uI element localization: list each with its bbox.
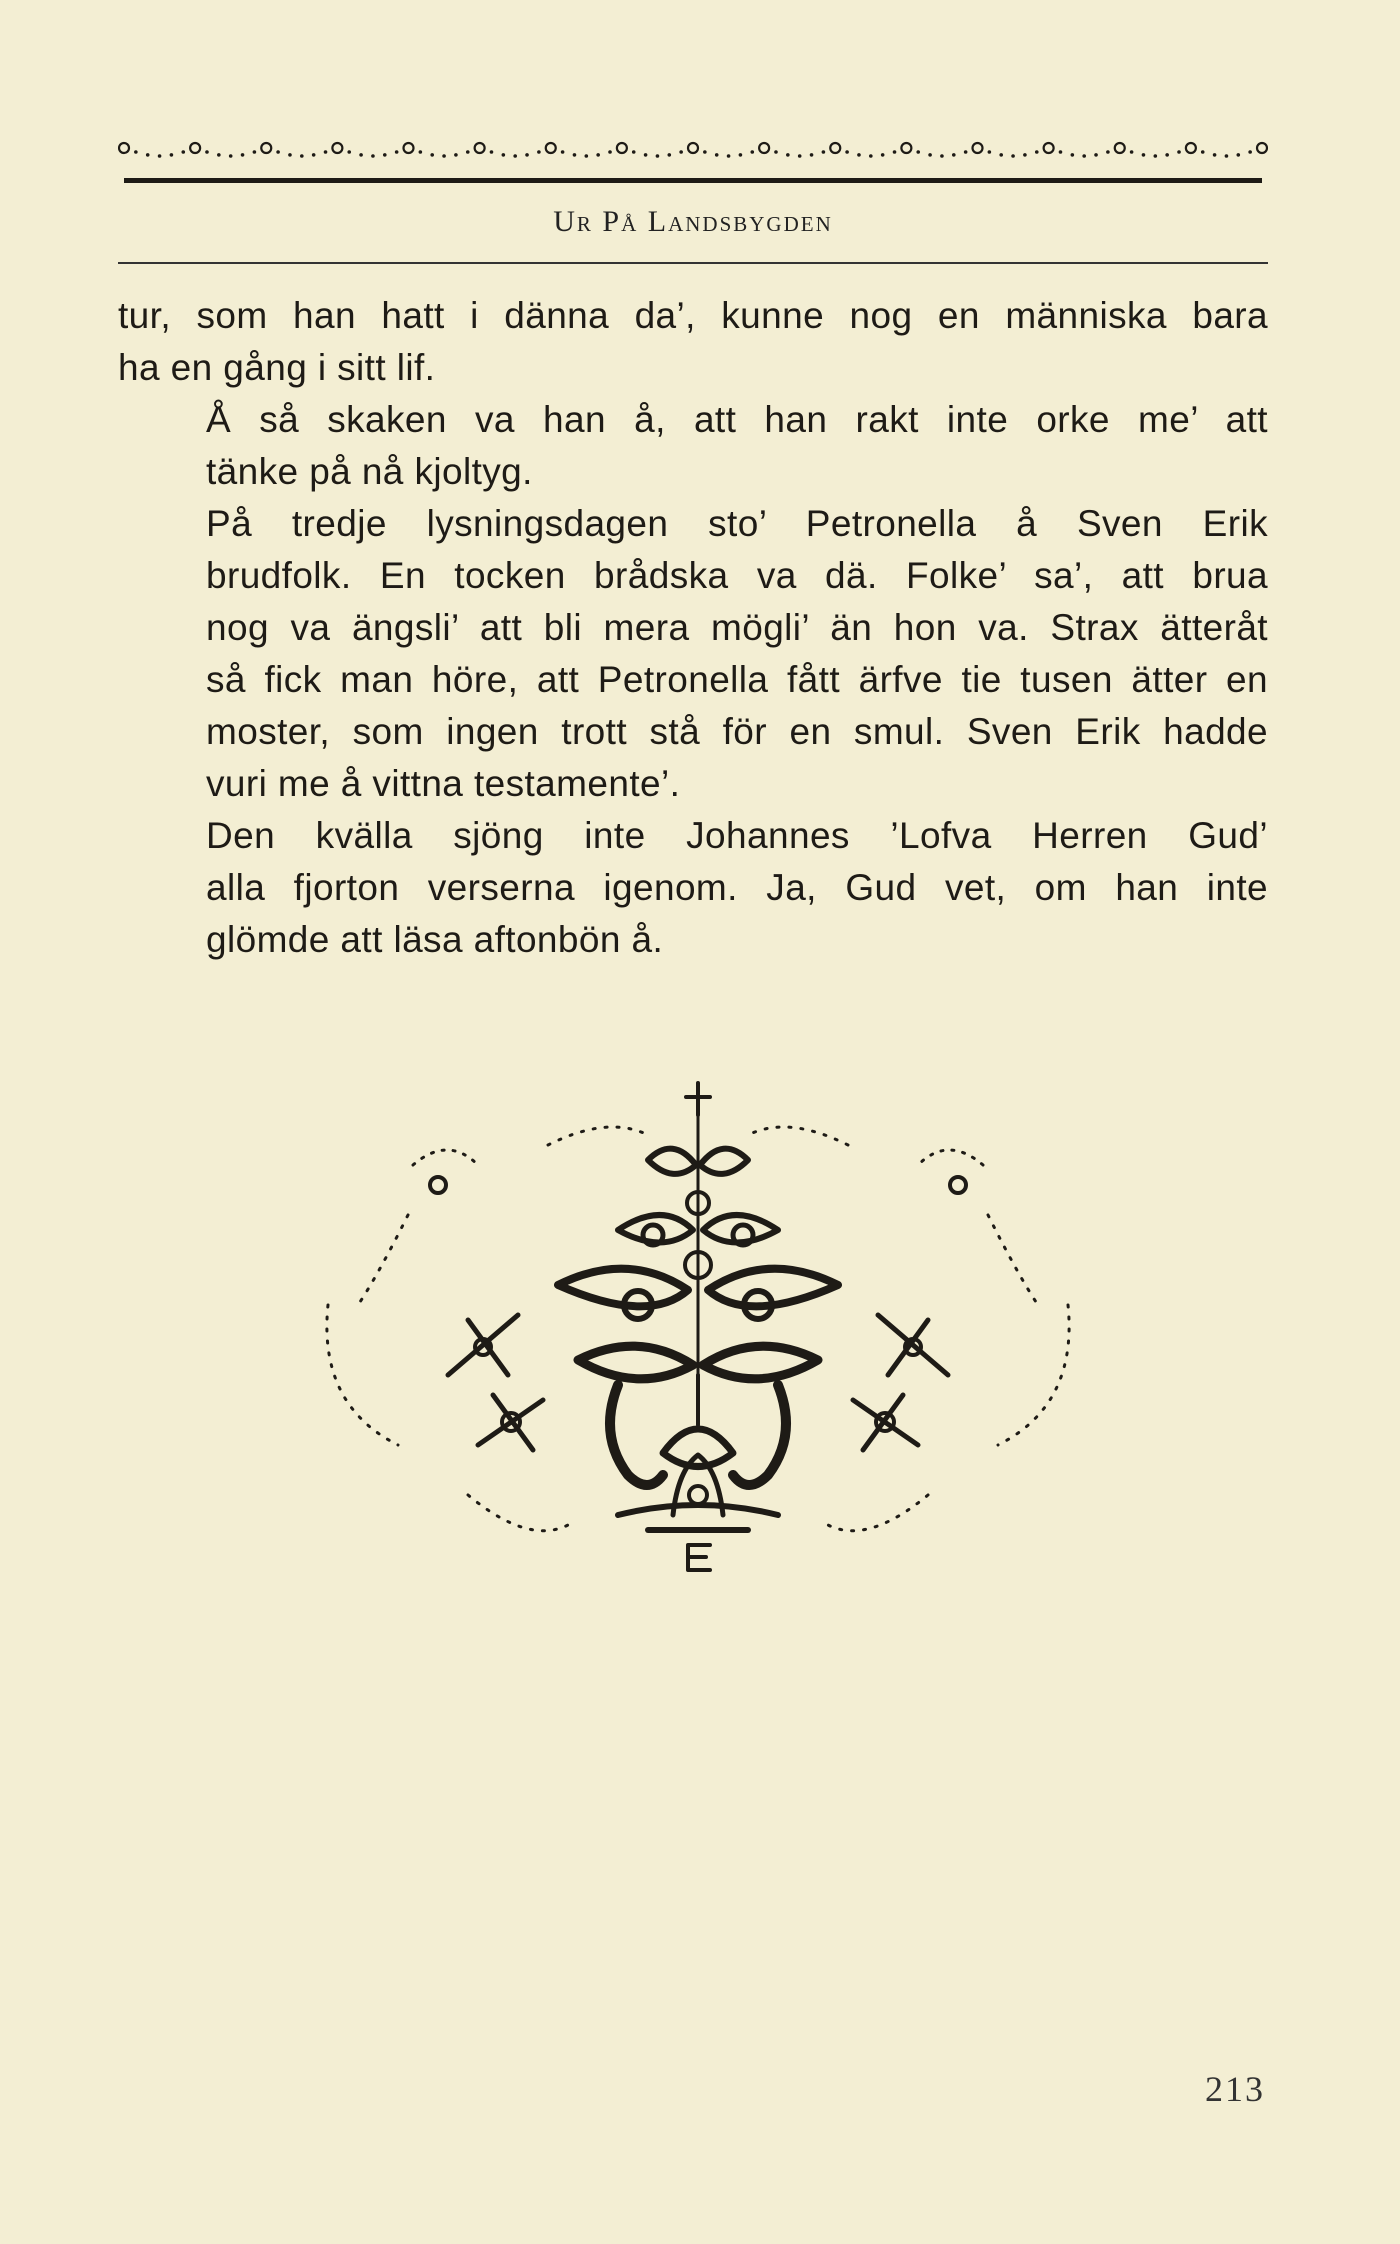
paragraph <box>118 394 1268 498</box>
border-dot-icon <box>952 153 956 157</box>
border-dot-icon <box>1094 153 1098 157</box>
border-dot-icon <box>786 153 790 157</box>
border-dot-icon <box>845 150 849 154</box>
border-dot-icon <box>1154 154 1158 158</box>
border-dot-icon <box>430 153 434 157</box>
text-line: moster, som ingen trott stå för en smul. Sven Erik hadde <box>206 711 1268 752</box>
border-dot-icon <box>1071 153 1075 157</box>
text-line: nog va ängsli’ att bli mera mögli’ än hon va. Strax ätteråt <box>206 607 1268 648</box>
border-dot-icon <box>822 150 826 154</box>
border-dot-icon <box>608 150 612 154</box>
border-ring-icon <box>190 143 200 153</box>
border-dot-icon <box>928 153 932 157</box>
border-dot-icon <box>893 150 897 154</box>
ornament-vignette <box>318 1075 1078 1575</box>
border-dot-icon <box>419 150 423 154</box>
page-number: 213 <box>1205 2069 1265 2109</box>
border-ring-icon <box>404 143 414 153</box>
border-dot-icon <box>1236 153 1240 157</box>
border-dot-icon <box>1011 154 1015 158</box>
border-dot-icon <box>181 150 185 154</box>
border-dot-icon <box>359 153 363 157</box>
border-dot-icon <box>1213 153 1217 157</box>
border-ring-icon <box>1186 143 1196 153</box>
border-dot-icon <box>383 153 387 157</box>
text-line: På tredje lysningsdagen sto’ Petronella å Sven Erik <box>206 503 1268 544</box>
border-dot-icon <box>1035 150 1039 154</box>
border-dot-icon <box>632 150 636 154</box>
border-dot-icon <box>134 150 138 154</box>
border-ring-icon <box>1115 143 1125 153</box>
border-dot-icon <box>1225 154 1229 158</box>
border-dot-icon <box>1165 153 1169 157</box>
running-head: Ur På Landsbygden <box>553 205 833 238</box>
border-dot-icon <box>774 150 778 154</box>
text-line: Den kvälla sjöng inte Johannes ’Lofva Herren Gud’ <box>206 815 1268 856</box>
border-dot-icon <box>537 150 541 154</box>
border-dot-icon <box>324 150 328 154</box>
text-line: så fick man höre, att Petronella fått ärfve tie tusen ätter en <box>206 659 1268 700</box>
border-dot-icon <box>229 154 233 158</box>
paragraph <box>118 290 1268 394</box>
border-ring-icon <box>1257 143 1267 153</box>
border-ring-icon <box>475 143 485 153</box>
border-dot-icon <box>703 150 707 154</box>
border-dot-icon <box>940 154 944 158</box>
border-dot-icon <box>916 150 920 154</box>
text-line: vuri me å vittna testamente’. <box>206 763 681 804</box>
paragraph <box>118 498 1268 810</box>
border-dot-icon <box>644 153 648 157</box>
border-dot-icon <box>561 150 565 154</box>
border-dot-icon <box>1082 154 1086 158</box>
border-dot-icon <box>205 150 209 154</box>
border-dot-icon <box>810 153 814 157</box>
border-dot-icon <box>371 154 375 158</box>
border-dot-icon <box>667 153 671 157</box>
border-dot-icon <box>1106 150 1110 154</box>
border-ring-icon <box>759 143 769 153</box>
border-ring-icon <box>119 143 129 153</box>
border-dot-icon <box>253 150 257 154</box>
border-dot-icon <box>585 154 589 158</box>
paragraph <box>118 810 1268 966</box>
border-dot-icon <box>1177 150 1181 154</box>
text-line: ha en gång i sitt lif. <box>118 347 436 388</box>
border-dot-icon <box>454 153 458 157</box>
border-dot-icon <box>881 153 885 157</box>
decorative-top-border <box>118 130 1268 190</box>
border-dot-icon <box>1059 150 1063 154</box>
border-ring-icon <box>973 143 983 153</box>
border-ring-icon <box>617 143 627 153</box>
text-line: glömde att läsa aftonbön å. <box>206 919 664 960</box>
border-dot-icon <box>739 153 743 157</box>
border-dot-icon <box>525 153 529 157</box>
border-dot-icon <box>857 153 861 157</box>
body-text <box>118 290 1268 966</box>
text-line: brudfolk. En tocken brådska va dä. Folke’ sa’, att brua <box>206 555 1268 596</box>
text-line: Å så skaken va han å, att han rakt inte orke me’ att <box>206 399 1268 440</box>
border-dot-icon <box>573 153 577 157</box>
border-dot-icon <box>798 154 802 158</box>
border-dot-icon <box>502 153 506 157</box>
border-ring-icon <box>830 143 840 153</box>
border-dot-icon <box>1142 153 1146 157</box>
border-dot-icon <box>312 153 316 157</box>
border-dot-icon <box>869 154 873 158</box>
border-dot-icon <box>170 153 174 157</box>
border-dot-icon <box>1130 150 1134 154</box>
border-dot-icon <box>1201 150 1205 154</box>
border-dot-icon <box>146 153 150 157</box>
border-dot-icon <box>466 150 470 154</box>
border-dot-icon <box>300 154 304 158</box>
border-dot-icon <box>715 153 719 157</box>
border-dot-icon <box>442 154 446 158</box>
border-dot-icon <box>679 150 683 154</box>
border-dot-icon <box>241 153 245 157</box>
text-line: tur, som han hatt i dänna da’, kunne nog en människa bara <box>118 295 1268 336</box>
text-line: alla fjorton verserna igenom. Ja, Gud vet, om han inte <box>206 867 1268 908</box>
border-ring-icon <box>901 143 911 153</box>
border-dot-icon <box>727 154 731 158</box>
border-dot-icon <box>490 150 494 154</box>
border-ring-icon <box>332 143 342 153</box>
border-dot-icon <box>217 153 221 157</box>
border-dot-icon <box>513 154 517 158</box>
header-rule <box>118 262 1268 264</box>
border-dot-icon <box>1248 150 1252 154</box>
border-dot-icon <box>964 150 968 154</box>
border-dot-icon <box>288 153 292 157</box>
border-dot-icon <box>988 150 992 154</box>
border-dot-icon <box>999 153 1003 157</box>
border-dot-icon <box>1023 153 1027 157</box>
border-dot-icon <box>158 154 162 158</box>
border-dot-icon <box>347 150 351 154</box>
border-dot-icon <box>395 150 399 154</box>
border-ring-icon <box>688 143 698 153</box>
border-dot-icon <box>276 150 280 154</box>
border-ring-icon <box>261 143 271 153</box>
border-ring-icon <box>546 143 556 153</box>
border-dot-icon <box>596 153 600 157</box>
border-ring-icon <box>1044 143 1054 153</box>
border-dot-icon <box>750 150 754 154</box>
border-dot-icon <box>656 154 660 158</box>
text-line: tänke på nå kjoltyg. <box>206 451 533 492</box>
